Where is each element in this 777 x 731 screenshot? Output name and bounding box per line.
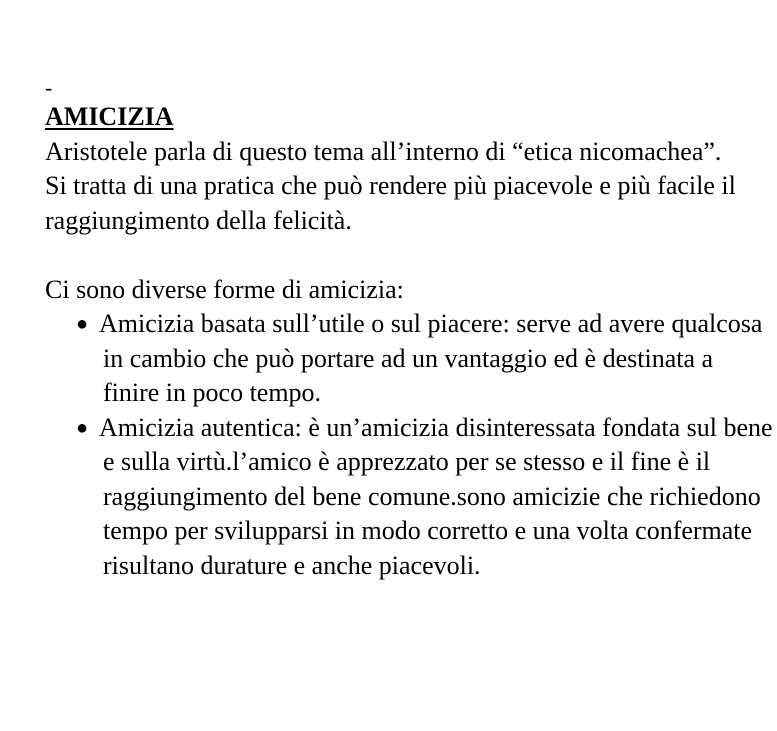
bullet-icon: ● (76, 416, 89, 439)
list-item-text: Amicizia basata sull’utile o sul piacere: serve ad avere qualcosa in cambio che può portare ad un vantaggio ed è destinata a finire in poco tempo. (99, 309, 763, 407)
bullet-icon: ● (76, 313, 89, 335)
list-item (45, 411, 775, 584)
dash-mark: - (45, 75, 53, 100)
document-body (45, 76, 775, 583)
document-title: AMICIZIA (45, 102, 174, 131)
blank-line (45, 238, 775, 273)
paragraph-practice: Si tratta di una pratica che può rendere più piacevole e più facile il raggiungimento della felicità. (45, 171, 736, 235)
list-intro: Ci sono diverse forme di amicizia: (45, 274, 404, 304)
paragraph-aristotle: Aristotele parla di questo tema all’interno di “etica nicomachea”. (45, 136, 722, 166)
friendship-forms-list (45, 307, 775, 583)
list-item (45, 307, 775, 411)
list-item-text: Amicizia autentica: è un’amicizia disinteressata fondata sul bene e sulla virtù.l’amico è apprezzato per se stesso e il fine è il raggiungimento del bene comune.sono amicizie che richiedono tempo per svilupparsi in modo corretto e una volta confermate risultano durature e anche piacevoli. (99, 412, 773, 580)
